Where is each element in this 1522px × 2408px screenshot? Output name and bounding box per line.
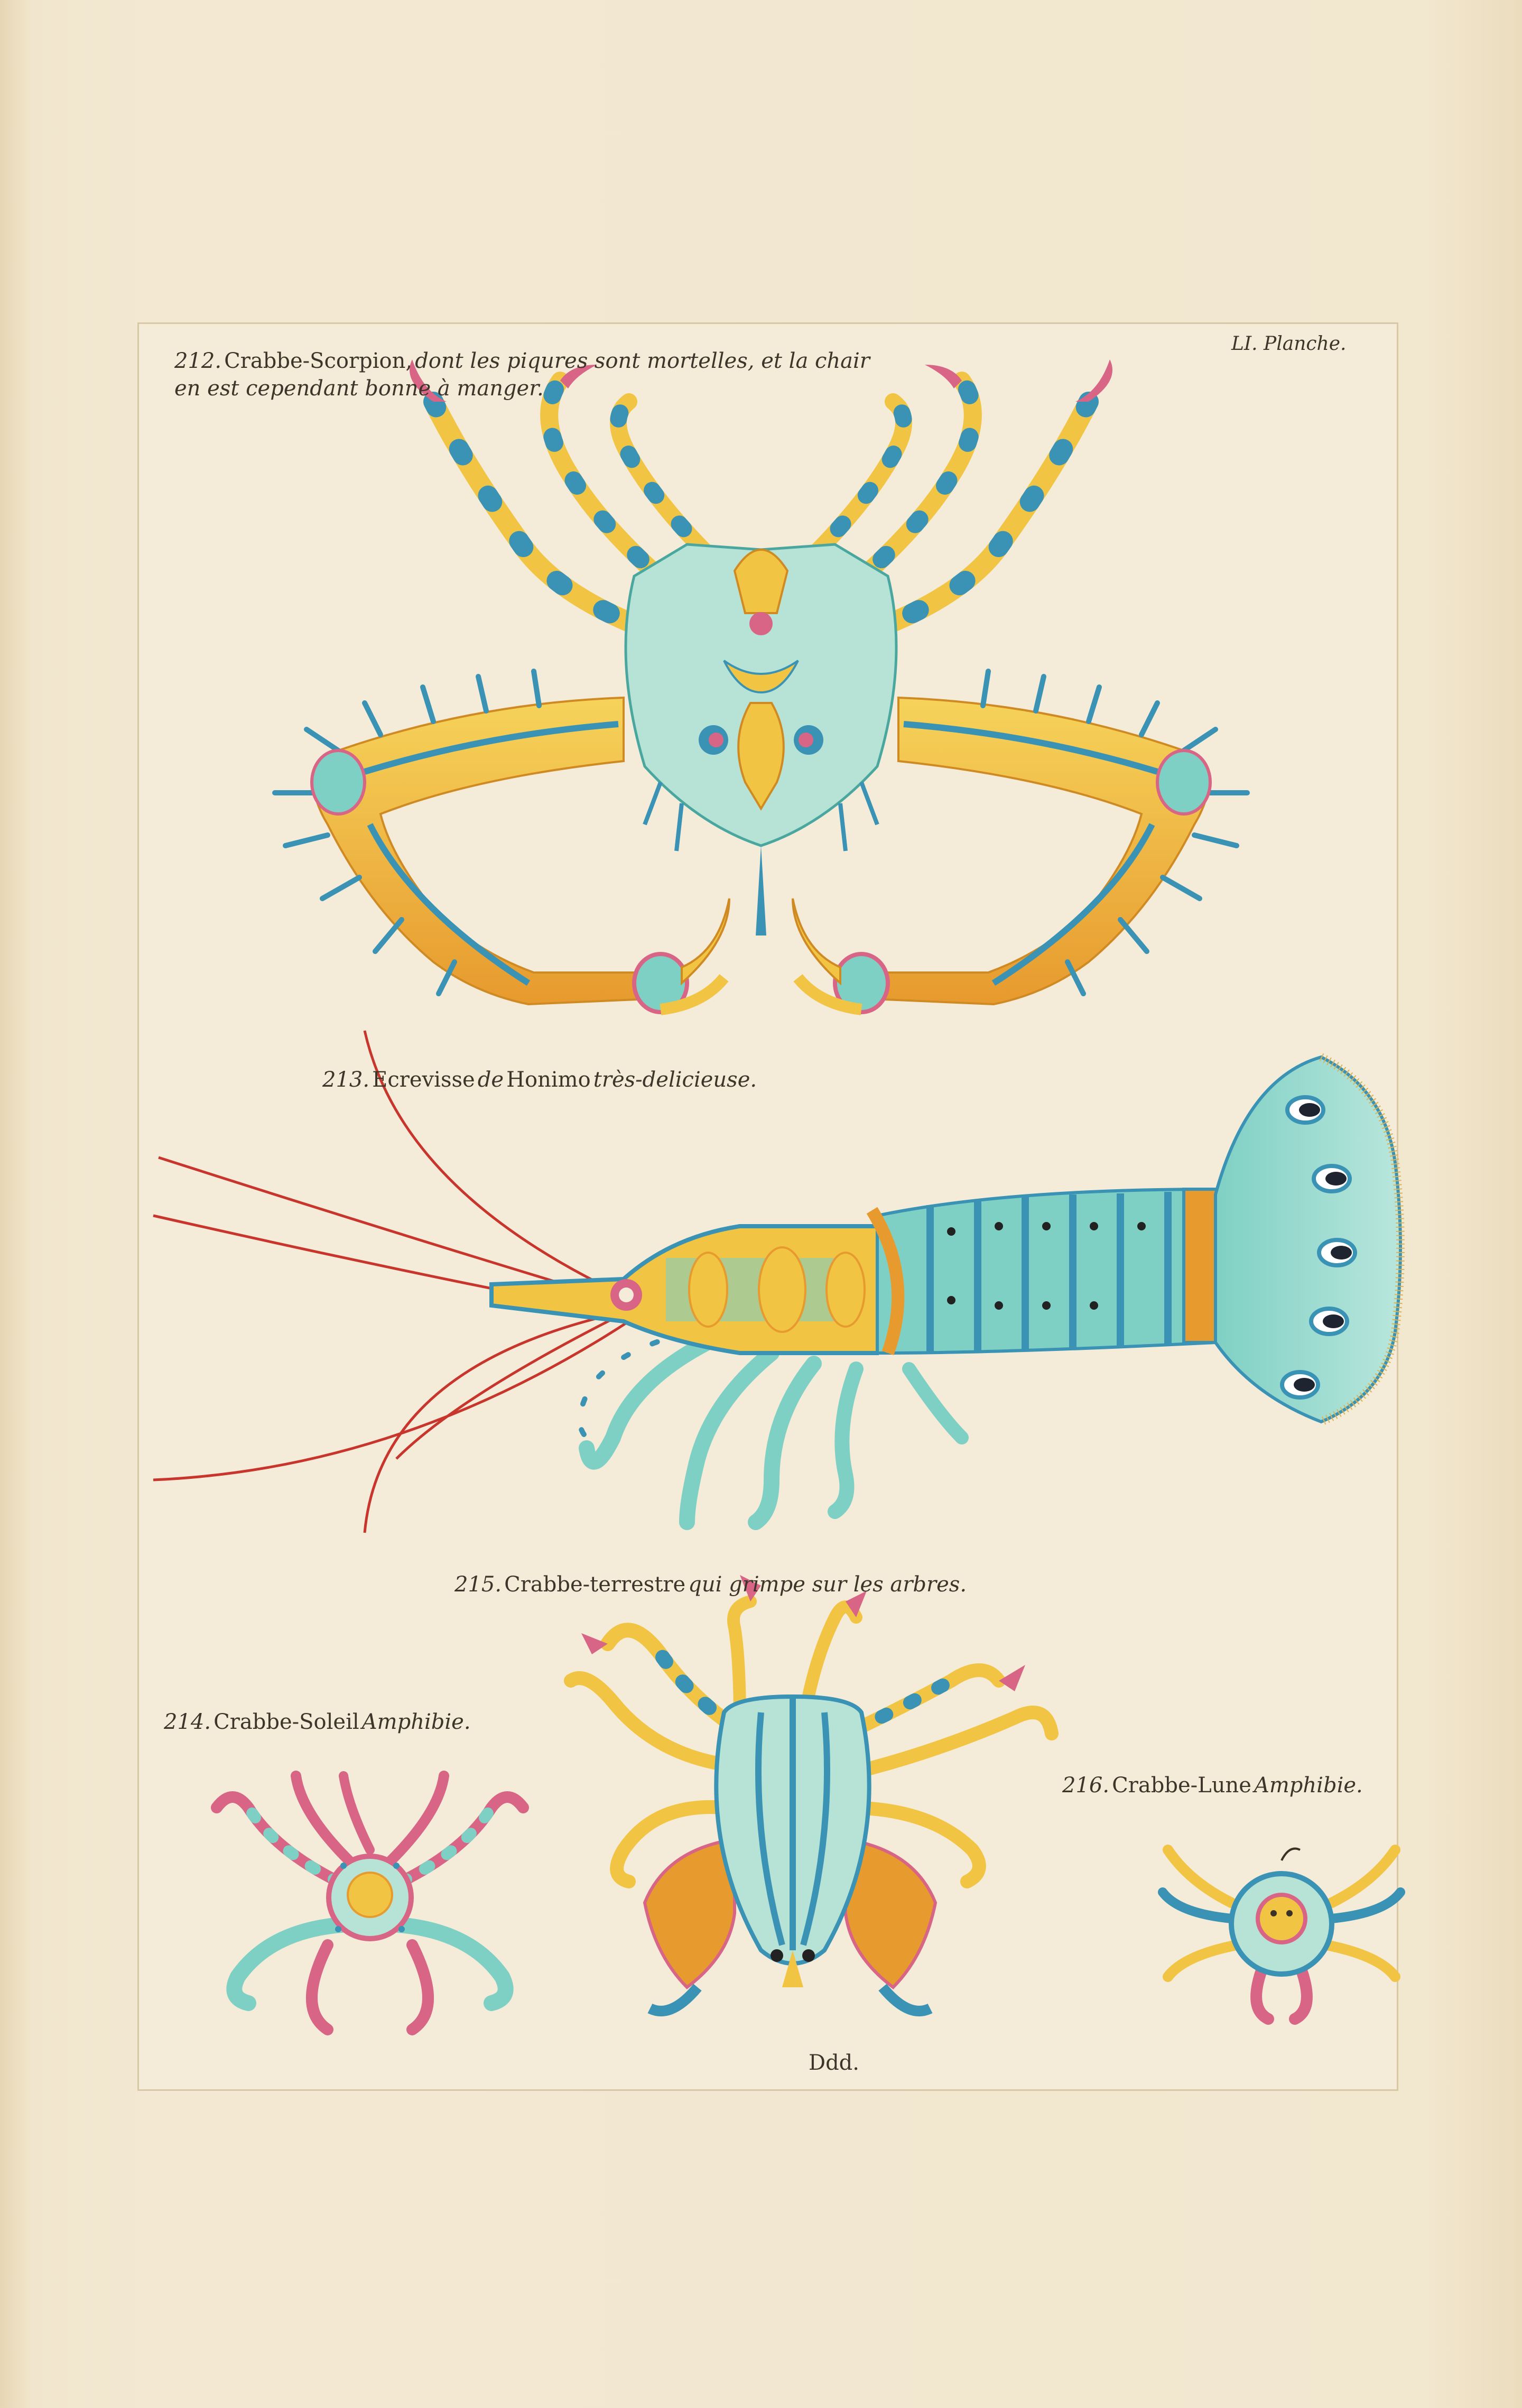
lobster-tail-fan [1215,1057,1400,1422]
scorpion-carapace [626,544,896,936]
signature-mark: Ddd. [809,2051,859,2075]
crabbe-lune [1163,1849,1400,2020]
caption-216-name: Crabbe-Lune [1112,1773,1251,1798]
caption-212 [174,349,870,373]
caption-214-number: 214. [164,1710,211,1734]
caption-213-number: 213. [322,1068,370,1092]
caption-215-description: qui grimpe sur les arbres. [688,1572,967,1597]
crabbe-scorpion [275,359,1247,1012]
caption-214 [164,1710,471,1734]
caption-215-name: Crabbe-terrestre [504,1572,686,1597]
caption-213 [322,1068,757,1092]
caption-215 [454,1572,967,1597]
lobster-abdomen [872,1189,1221,1353]
caption-213-name: Ecrevisse [372,1068,475,1092]
caption-213-name-cont: Honimo [506,1068,591,1092]
crabbe-terrestre [571,1575,1052,2011]
caption-214-name: Crabbe-Soleil [214,1710,359,1734]
caption-216-number: 216. [1062,1773,1110,1798]
ecrevisse-lobster [153,1031,1400,1533]
caption-212-name: Crabbe-Scorpion, [224,349,413,373]
caption-212-number: 212. [174,349,222,373]
lobster-legs [580,1327,962,1522]
plate-number: LI. Planche. [1231,333,1347,355]
caption-215-number: 215. [454,1572,502,1597]
caption-212-line2: en est cependant bonne à manger. [174,376,544,401]
caption-216-description: Amphibie. [1254,1773,1363,1798]
caption-214-description: Amphibie. [361,1710,471,1734]
crabbe-soleil [217,1776,523,2030]
caption-216 [1062,1773,1363,1798]
caption-213-connector: de [477,1068,504,1092]
caption-212-description: dont les piqures sont mortelles, et la chair [415,349,870,373]
caption-213-description: très-delicieuse. [593,1068,757,1092]
